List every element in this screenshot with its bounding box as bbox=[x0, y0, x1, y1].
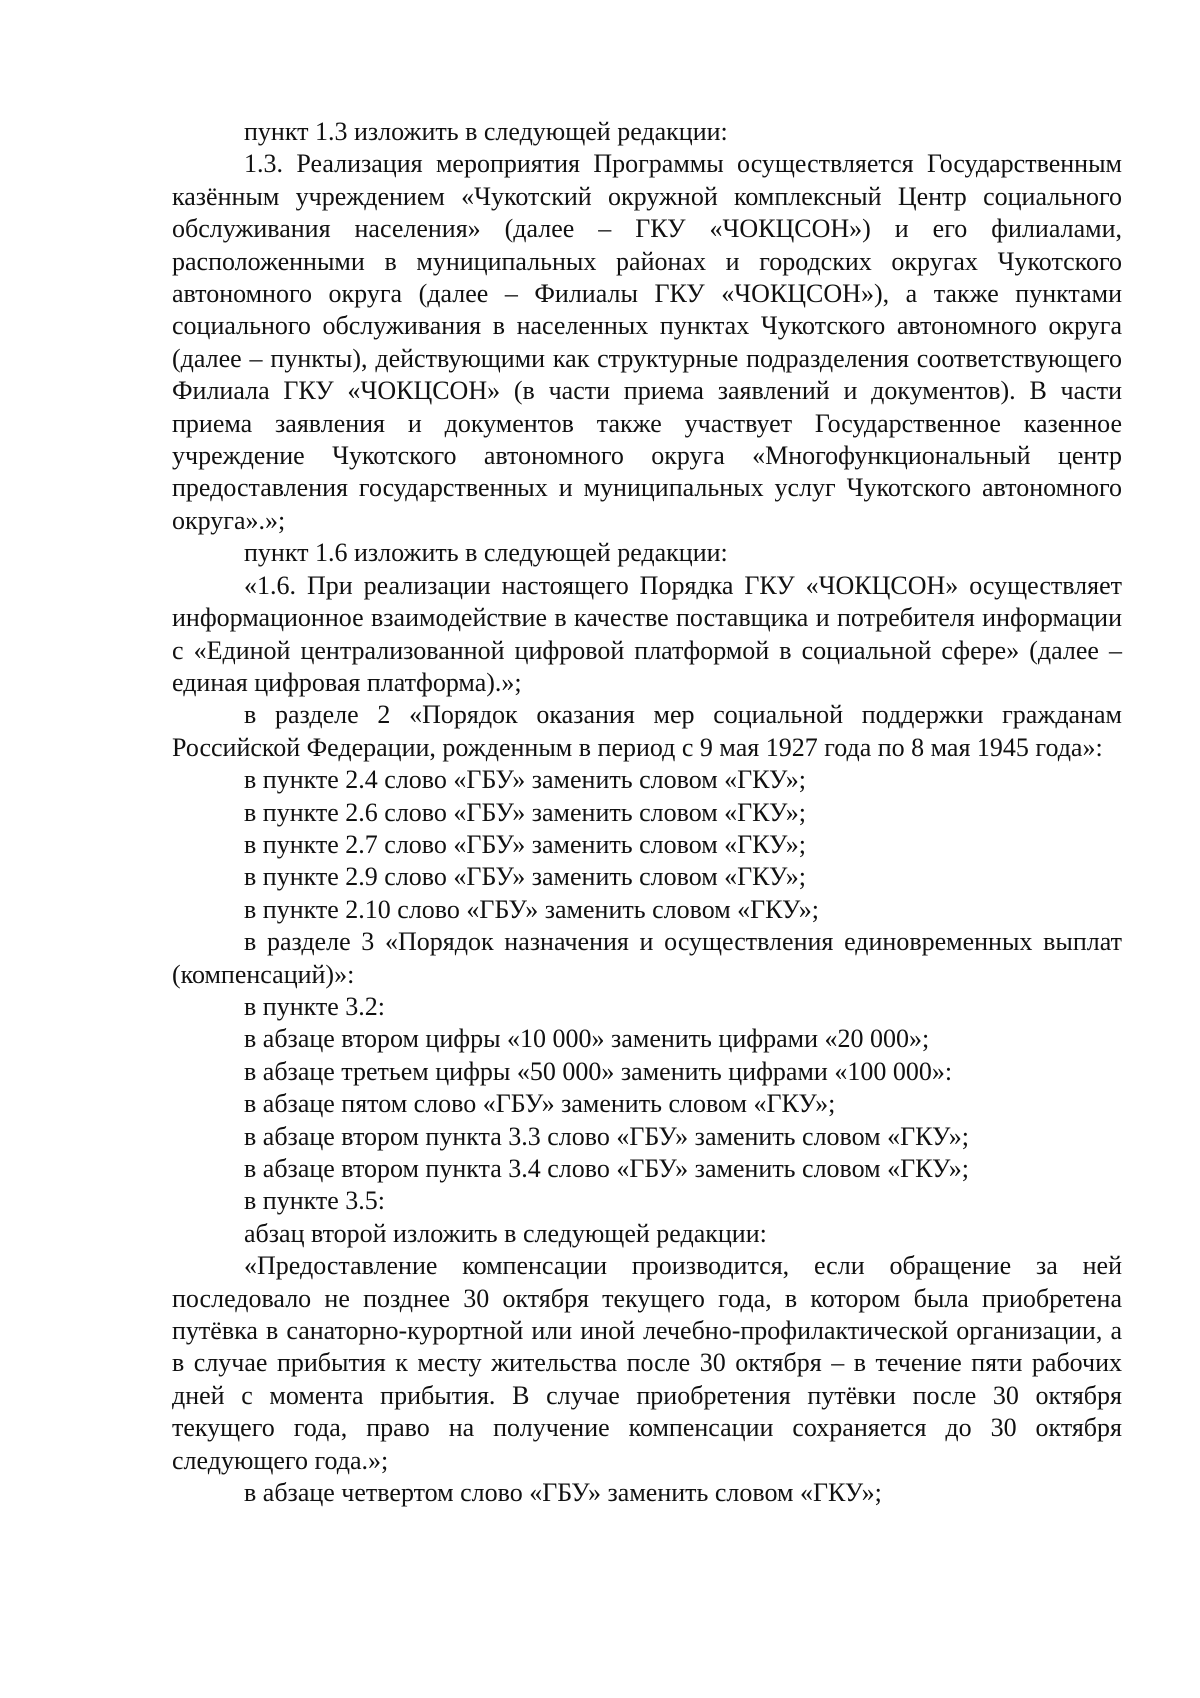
paragraph-8: в пункте 2.7 слово «ГБУ» заменить словом «ГКУ»; bbox=[244, 829, 806, 859]
paragraph-7: в пункте 2.6 слово «ГБУ» заменить словом «ГКУ»; bbox=[244, 797, 806, 827]
paragraph-6: в пункте 2.4 слово «ГБУ» заменить словом «ГКУ»; bbox=[244, 765, 806, 795]
paragraph-19: абзац второй изложить в следующей редакции: bbox=[244, 1218, 767, 1248]
document-body bbox=[172, 116, 1122, 1509]
paragraph-16: в абзаце втором пункта 3.3 слово «ГБУ» заменить словом «ГКУ»; bbox=[244, 1121, 969, 1151]
paragraph-14: в абзаце третьем цифры «50 000» заменить цифрами «100 000»: bbox=[244, 1056, 953, 1086]
paragraph-11: в разделе 3 «Порядок назначения и осуществления единовременных выплат (компенсаций)»: bbox=[172, 927, 1122, 989]
paragraph-20: «Предоставление компенсации производится, если обращение за ней последовало не позднее 30 октября текущего года, в котором была приобретена путёвка в санаторно-курортной или иной лечебно-профилактической организации, а в случае прибытия к месту жительства после 30 октября – в течение пяти рабочих дней с момента прибытия. В случае приобретения путёвки после 30 октября текущего года, право на получение компенсации сохраняется до 30 октября следующего года.»; bbox=[172, 1251, 1122, 1475]
paragraph-15: в абзаце пятом слово «ГБУ» заменить словом «ГКУ»; bbox=[244, 1089, 836, 1119]
paragraph-10: в пункте 2.10 слово «ГБУ» заменить словом «ГКУ»; bbox=[244, 894, 819, 924]
paragraph-9: в пункте 2.9 слово «ГБУ» заменить словом «ГКУ»; bbox=[244, 862, 806, 892]
paragraph-2: 1.3. Реализация мероприятия Программы осуществляется Государственным казённым учреждением «Чукотский окружной комплексный Центр социального обслуживания населения» (далее – ГКУ «ЧОКЦСОН») и его филиалами, расположенными в муниципальных районах и городских округах Чукотского автономного округа (далее – Филиалы ГКУ «ЧОКЦСОН»), а также пунктами социального обслуживания в населенных пунктах Чукотского автономного округа (далее – пункты), действующими как структурные подразделения соответствующего Филиала ГКУ «ЧОКЦСОН» (в части приема заявлений и документов). В части приема заявления и документов также участвует Государственное казенное учреждение Чукотского автономного округа «Многофункциональный центр предоставления государственных и муниципальных услуг Чукотского автономного округа».»; bbox=[172, 149, 1122, 535]
paragraph-13: в абзаце втором цифры «10 000» заменить цифрами «20 000»; bbox=[244, 1024, 930, 1054]
paragraph-3: пункт 1.6 изложить в следующей редакции: bbox=[244, 538, 728, 568]
paragraph-5: в разделе 2 «Порядок оказания мер социальной поддержки гражданам Российской Федерации, рожденным в период с 9 мая 1927 года по 8 мая 1945 года»: bbox=[172, 700, 1122, 762]
paragraph-1: пункт 1.3 изложить в следующей редакции: bbox=[244, 117, 728, 146]
paragraph-12: в пункте 3.2: bbox=[244, 991, 386, 1021]
paragraph-18: в пункте 3.5: bbox=[244, 1186, 386, 1216]
paragraph-21: в абзаце четвертом слово «ГБУ» заменить словом «ГКУ»; bbox=[244, 1478, 882, 1508]
paragraph-17: в абзаце втором пункта 3.4 слово «ГБУ» заменить словом «ГКУ»; bbox=[244, 1154, 969, 1183]
paragraph-4: «1.6. При реализации настоящего Порядка ГКУ «ЧОКЦСОН» осуществляет информационное взаимодействие в качестве поставщика и потребителя информации с «Единой централизованной цифровой платформой в социальной сфере» (далее – единая цифровая платформа).»; bbox=[172, 570, 1122, 697]
